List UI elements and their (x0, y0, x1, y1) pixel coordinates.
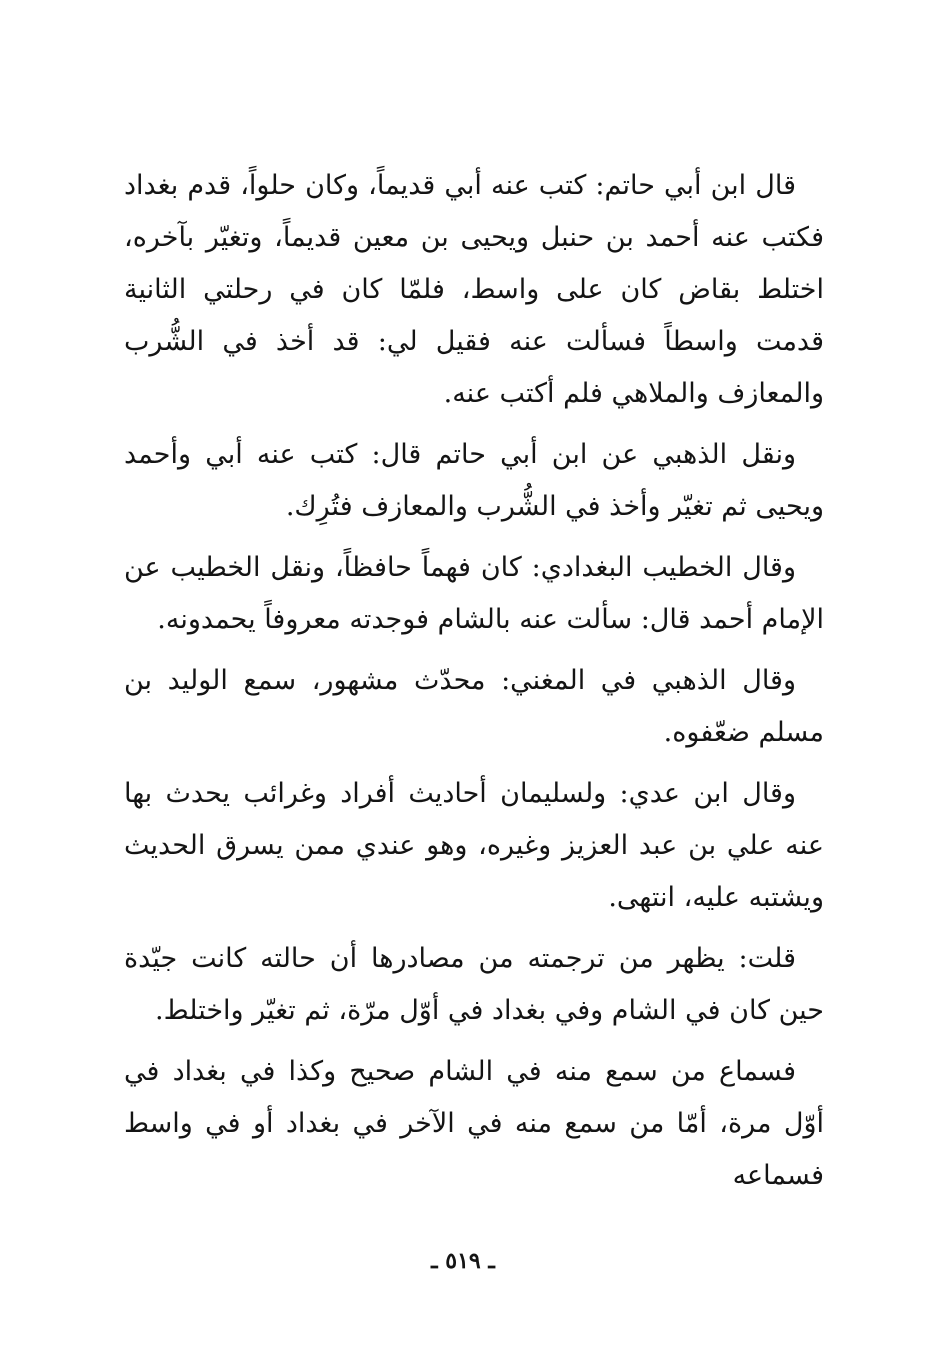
paragraph-samaa: فسماع من سمع منه في الشام صحيح وكذا في بغداد في أوّل مرة، أمّا من سمع منه في الآخر في بغداد أو في واسط فسماعه (124, 1056, 824, 1191)
paragraph-khatib: وقال الخطيب البغدادي: كان فهماً حافظاً، ونقل الخطيب عن الإمام أحمد قال: سألت عنه بالشام فوجدته معروفاً يحمدونه. (124, 552, 824, 635)
paragraph-abi-hatim: قال ابن أبي حاتم: كتب عنه أبي قديماً، وكان حلواً، قدم بغداد فكتب عنه أحمد بن حنبل ويحيى بن معين قديماً، وتغيّر بآخره، اختلط بقاض كان على واسط، فلمّا كان في رحلتي الثانية قدمت واسطاً فسألت عنه فقيل لي: قد أخذ في الشُّرب والمعازف والملاهي فلم أكتب عنه. (124, 170, 824, 409)
paragraph-ibn-adi: وقال ابن عدي: ولسليمان أحاديث أفراد وغرائب يحدث بها عنه علي بن عبد العزيز وغيره، وهو عندي ممن يسرق الحديث ويشتبه عليه، انتهى. (124, 778, 824, 913)
body-text (124, 160, 824, 1211)
paragraph-qultu: قلت: يظهر من ترجمته من مصادرها أن حالته كانت جيّدة حين كان في الشام وفي بغداد في أوّل مرّة، ثم تغيّر واختلط. (124, 943, 824, 1026)
paragraph-mughni: وقال الذهبي في المغني: محدّث مشهور، سمع الوليد بن مسلم ضعّفوه. (124, 665, 824, 748)
page-number: ـ ٥١٩ ـ (431, 1248, 495, 1274)
paragraph-dhahabi-naql: ونقل الذهبي عن ابن أبي حاتم قال: كتب عنه أبي وأحمد ويحيى ثم تغيّر وأخذ في الشُّرب والمعازف فتُرِك. (124, 439, 824, 522)
